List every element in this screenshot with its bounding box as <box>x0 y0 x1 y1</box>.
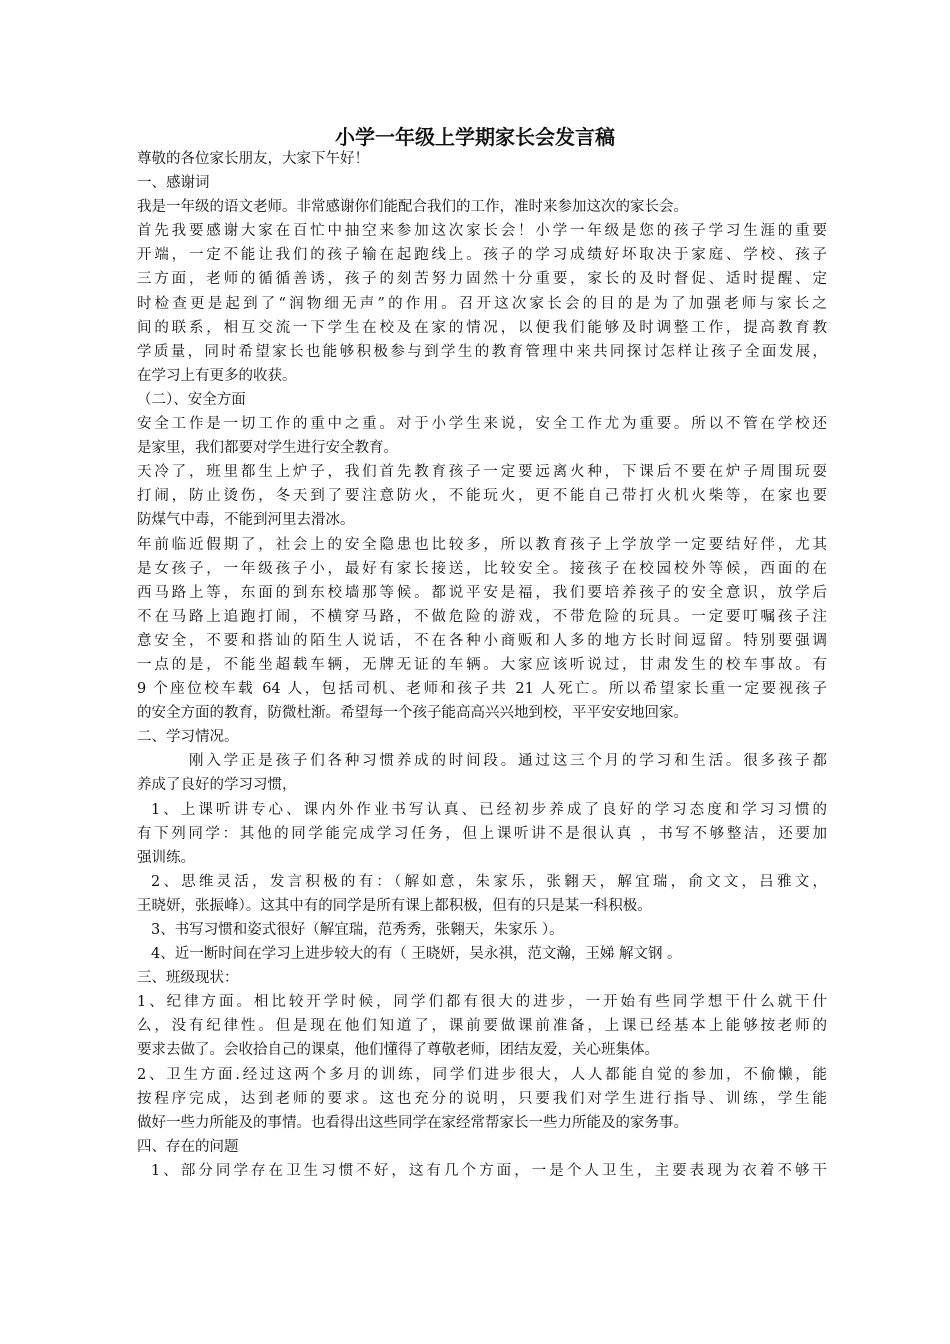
paragraph-line: 一、感谢词 <box>137 175 210 192</box>
paragraph-line: 不在马路上追跑打闹，不横穿马路，不做危险的游戏，不带危险的玩具。一定要叮嘱孩子注 <box>137 608 827 625</box>
paragraph-line: 三方面，老师的循循善诱，孩子的刻苦努力固然十分重要，家长的及时督促、适时提醒、定 <box>137 271 827 288</box>
paragraph-line: 开端，一定不能让我们的孩子输在起跑线上。孩子的学习成绩好坏取决于家庭、学校、孩子 <box>137 247 827 264</box>
paragraph-line: 按程序完成，达到老师的要求。这也充分的说明，只要我们对学生进行指导、训练，学生能 <box>137 1090 827 1107</box>
paragraph-line: 有下列同学：其他的同学能完成学习任务，但上课听讲不是很认真 ，书写不够整洁，还要加 <box>137 825 827 842</box>
paragraph-line: （二）、安全方面 <box>137 391 246 408</box>
paragraph-line: 强训练。 <box>137 849 195 866</box>
paragraph-line: 西马路上等，东面的到东校墙那等候。都说平安是福，我们要培养孩子的安全意识，放学后 <box>137 584 827 601</box>
paragraph-line: 刚入学正是孩子们各种习惯养成的时间段。通过这三个月的学习和生活。很多孩子都 <box>189 753 827 770</box>
paragraph-line: 是女孩子，一年级孩子小，最好有家长接送，比较安全。接孩子在校园校外等候，西面的在 <box>137 560 827 577</box>
paragraph-line: 王晓妍，张振峰）。这其中有的同学是所有课上都积极，但有的只是某一科积极。 <box>137 897 652 914</box>
paragraph-line: 天冷了，班里都生上炉子，我们首先教育孩子一定要远离火种，下课后不要在炉子周围玩耍 <box>137 464 827 481</box>
paragraph-line: 在学习上有更多的收获。 <box>137 367 297 384</box>
paragraph-line: 三、班级现状： <box>137 970 239 987</box>
paragraph-line: 二、学习情况。 <box>137 729 239 746</box>
paragraph-line: 的安全方面的教育，防微杜渐。希望每一个孩子能高高兴兴地到校，平平安安地回家。 <box>137 705 688 722</box>
paragraph-line: 2、思维灵活，发言积极的有：（解如意，朱家乐，张翱天，解宜瑞，俞文文，吕雅文， <box>151 873 827 890</box>
document-title: 小学一年级上学期家长会发言稿 <box>335 125 615 149</box>
paragraph-line: 一点的是，不能坐超载车辆，无牌无证的车辆。大家应该听说过，甘肃发生的校车事故。有 <box>137 656 827 673</box>
paragraph-line: 是家里，我们都要对学生进行安全教育。 <box>137 440 398 457</box>
paragraph-line: 防煤气中毒，不能到河里去滑冰。 <box>137 512 355 529</box>
paragraph-line: 9 个座位校车载 64 人，包括司机、老师和孩子共 21 人死亡。所以希望家长重一定要视孩子 <box>137 681 827 698</box>
paragraph-line: 做好一些力所能及的事情。也看得出这些同学在家经常帮家长一些力所能及的家务事。 <box>137 1114 688 1131</box>
paragraph-line: 1、部分同学存在卫生习惯不好，这有几个方面，一是个人卫生，主要表现为衣着不够干 <box>151 1162 827 1179</box>
paragraph-line: 意安全，不要和搭讪的陌生人说话，不在各种小商贩和人多的地方长时间逗留。特别要强调 <box>137 632 827 649</box>
paragraph-line: 四、存在的问题 <box>137 1138 239 1155</box>
paragraph-line: 2、卫生方面.经过这两个多月的训练，同学们进步很大，人人都能自觉的参加，不偷懒，能 <box>137 1066 827 1083</box>
paragraph-line: 打闹，防止烫伤，冬天到了要注意防火，不能玩火，更不能自己带打火机火柴等，在家也要 <box>137 488 827 505</box>
paragraph-line: 间的联系，相互交流一下学生在校及在家的情况，以便我们能够及时调整工作，提高教育教 <box>137 319 827 336</box>
paragraph-line: 学质量，同时希望家长也能够积极参与到学生的教育管理中来共同探讨怎样让孩子全面发展， <box>137 343 827 360</box>
paragraph-line: 4、近一断时间在学习上进步较大的有（ 王晓妍，吴永祺，范文瀚，王娣 解文钢 。 <box>151 946 682 963</box>
paragraph-line: 要求去做了。会收拾自己的课桌，他们懂得了尊敬老师，团结友爱，关心班集体。 <box>137 1042 659 1059</box>
paragraph-line: 首先我要感谢大家在百忙中抽空来参加这次家长会！小学一年级是您的孩子学习生涯的重要 <box>137 223 827 240</box>
document-body <box>137 147 827 1183</box>
paragraph-line: 3、书写习惯和姿式很好（解宜瑞，范秀秀，张翱天，朱家乐 ）。 <box>151 922 564 938</box>
paragraph-line: 养成了良好的学习习惯， <box>137 777 297 794</box>
paragraph-line: 我是一年级的语文老师。非常感谢你们能配合我们的工作，准时来参加这次的家长会。 <box>137 199 688 216</box>
paragraph-line: 年前临近假期了，社会上的安全隐患也比较多，所以教育孩子上学放学一定要结好伴，尤其 <box>137 536 827 553</box>
paragraph-line: 尊敬的各位家长朋友，大家下午好！ <box>137 151 369 167</box>
paragraph-line: 时检查更是起到了“润物细无声”的作用。召开这次家长会的目的是为了加强老师与家长之 <box>137 295 827 312</box>
paragraph-line: 么，没有纪律性。但是现在他们知道了，课前要做课前准备，上课已经基本上能够按老师的 <box>137 1018 827 1035</box>
paragraph-line: 1、上课听讲专心、课内外作业书写认真、已经初步养成了良好的学习态度和学习习惯的 <box>151 801 827 818</box>
paragraph-line: 1、纪律方面。相比较开学时候，同学们都有很大的进步，一开始有些同学想干什么就干什 <box>137 994 827 1011</box>
paragraph-line: 安全工作是一切工作的重中之重。对于小学生来说，安全工作尤为重要。所以不管在学校还 <box>137 416 827 433</box>
